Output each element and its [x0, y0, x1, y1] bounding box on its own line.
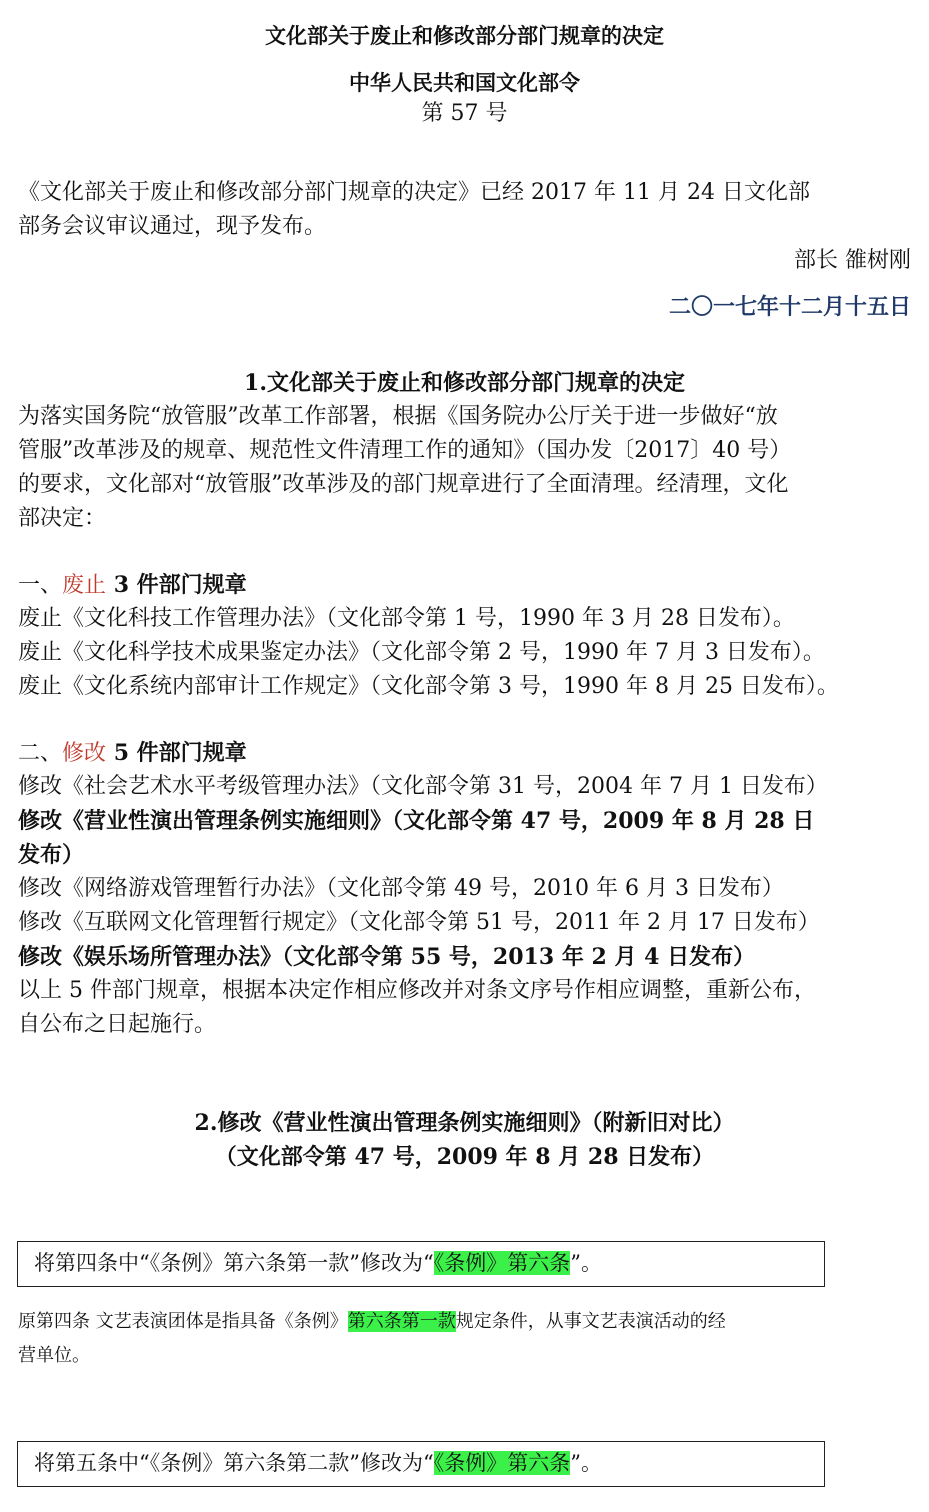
original-text: 原第四条 文艺表演团体是指具备《条例》 — [18, 1311, 348, 1332]
part-2-suffix: 5 件部门规章 — [106, 740, 247, 766]
signer: 部长 雒树刚 — [794, 248, 911, 273]
document-title: 文化部关于废止和修改部分部门规章的决定 — [265, 23, 664, 48]
amendment-text: ”。 — [570, 1451, 602, 1475]
intro-line: 部决定： — [18, 506, 107, 531]
issue-date: 二〇一七年十二月十五日 — [668, 294, 911, 320]
amend-item: 修改《社会艺术水平考级管理办法》（文化部令第 31 号，2004 年 7 月 1 日发布） — [18, 774, 828, 799]
part-1-heading — [18, 568, 247, 603]
closing-line: 自公布之日起施行。 — [18, 1012, 217, 1037]
intro-line: 为落实国务院“放管服”改革工作部署，根据《国务院办公厅关于进一步做好“放 — [18, 404, 778, 429]
amend-item-bold: 修改《娱乐场所管理办法》（文化部令第 55 号，2013 年 2 月 4 日发布） — [18, 944, 756, 970]
section-1-heading: 1.文化部关于废止和修改部分部门规章的决定 — [244, 370, 685, 396]
highlighted-text: 《条例》第六条 — [433, 1451, 571, 1475]
section-2-heading: 2.修改《营业性演出管理条例实施细则》（附新旧对比） — [194, 1110, 735, 1136]
amend-item: 修改《网络游戏管理暂行办法》（文化部令第 49 号，2010 年 6 月 3 日发布） — [18, 876, 784, 901]
amend-item-bold: 修改《营业性演出管理条例实施细则》（文化部令第 47 号，2009 年 8 月 28 日 — [18, 808, 815, 834]
amend-item: 修改《互联网文化管理暂行规定》（文化部令第 51 号，2011 年 2 月 17 日发布） — [18, 910, 820, 935]
section-2-subheading: （文化部令第 47 号，2009 年 8 月 28 日发布） — [214, 1144, 715, 1170]
repeal-item: 废止《文化科学技术成果鉴定办法》（文化部令第 2 号，1990 年 7 月 3 日发布）。 — [18, 640, 825, 665]
order-number: 第 57 号 — [421, 101, 508, 126]
original-article-4 — [18, 1305, 726, 1339]
intro-line: 管服”改革涉及的规章、规范性文件清理工作的通知》（国办发〔2017〕40 号） — [18, 438, 792, 463]
part-1-keyword: 废止 — [62, 573, 107, 598]
part-2-keyword: 修改 — [62, 741, 107, 766]
amendment-box-2 — [17, 1441, 825, 1487]
amend-item-bold-cont: 发布） — [18, 842, 85, 868]
repeal-item: 废止《文化科技工作管理办法》（文化部令第 1 号，1990 年 3 月 28 日发布）。 — [18, 606, 795, 631]
original-text: 规定条件，从事文艺表演活动的经 — [455, 1311, 726, 1332]
original-article-4-cont: 营单位。 — [18, 1345, 90, 1366]
preamble-line-2: 部务会议审议通过，现予发布。 — [18, 214, 327, 239]
amendment-text: 将第五条中“《条例》第六条第二款”修改为“ — [34, 1451, 434, 1475]
preamble-line-1: 《文化部关于废止和修改部分部门规章的决定》已经 2017 年 11 月 24 日文化部 — [18, 180, 810, 205]
intro-line: 的要求，文化部对“放管服”改革涉及的部门规章进行了全面清理。经清理，文化 — [18, 472, 789, 497]
repeal-item: 废止《文化系统内部审计工作规定》（文化部令第 3 号，1990 年 8 月 25 日发布）。 — [18, 674, 839, 699]
amendment-text: ”。 — [570, 1251, 602, 1275]
closing-line: 以上 5 件部门规章，根据本决定作相应修改并对条文序号作相应调整，重新公布， — [18, 978, 816, 1003]
part-1-prefix: 一、 — [18, 573, 63, 598]
highlighted-text: 第六条第一款 — [347, 1311, 456, 1332]
part-2-prefix: 二、 — [18, 741, 63, 766]
amendment-box-1 — [17, 1241, 825, 1287]
amendment-text: 将第四条中“《条例》第六条第一款”修改为“ — [34, 1251, 434, 1275]
issuer: 中华人民共和国文化部令 — [349, 70, 580, 95]
highlighted-text: 《条例》第六条 — [433, 1251, 571, 1275]
part-1-suffix: 3 件部门规章 — [106, 572, 247, 598]
part-2-heading — [18, 736, 247, 771]
